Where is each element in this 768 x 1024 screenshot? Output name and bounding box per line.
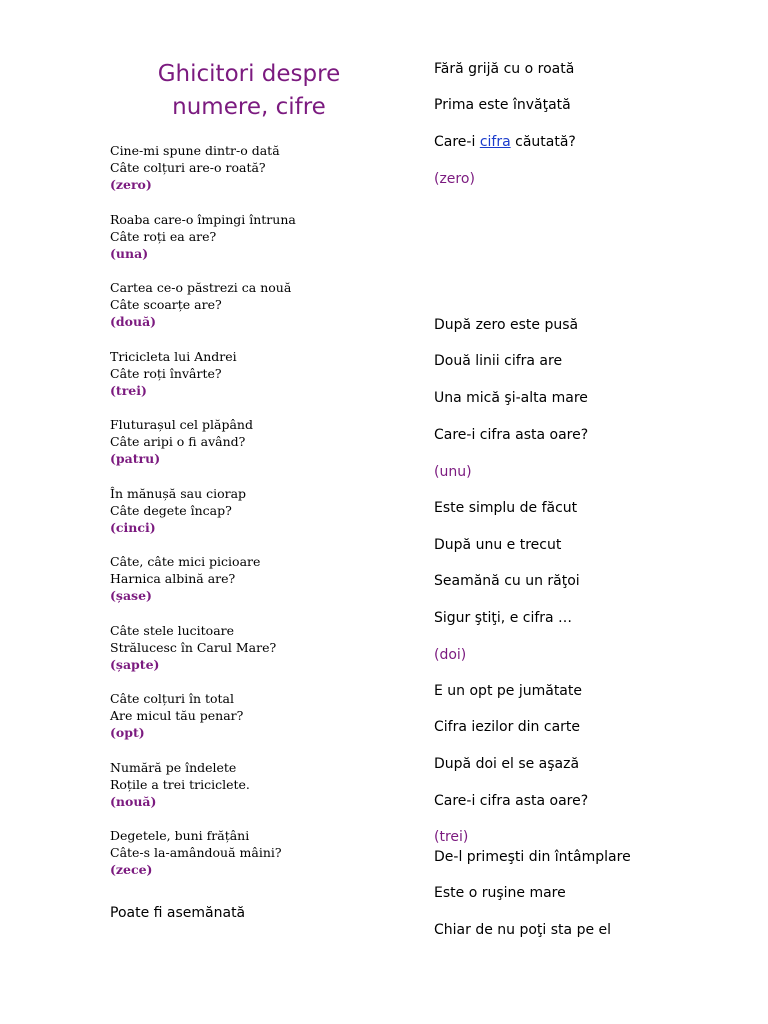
page-title <box>108 58 390 124</box>
poem-line: Seamănă cu un răţoi <box>434 573 580 589</box>
poem-line: E un opt pe jumătate <box>434 683 582 699</box>
riddle-answer: (șapte) <box>110 656 160 672</box>
riddle-block <box>110 553 410 604</box>
riddle-answer: (nouă) <box>110 793 157 809</box>
riddle-line: Câte-s la-amândouă mâini? <box>110 845 282 860</box>
title-line-2: numere, cifre <box>172 94 326 120</box>
poem-line: Prima este învăţată <box>434 97 571 113</box>
poem-line: Este o ruşine mare <box>434 885 566 901</box>
riddle-block <box>110 279 410 330</box>
riddle-line: Roțile a trei triciclete. <box>110 776 250 792</box>
poem-line: Chiar de nu poţi sta pe el <box>434 922 612 938</box>
riddle-line: Are micul tău penar? <box>110 708 244 723</box>
poem-line: Cifra iezilor din carte <box>434 719 581 735</box>
riddle-line: Câte aripi o fi având? <box>110 434 246 449</box>
riddle-block <box>110 348 410 399</box>
riddle-line: Câte, câte mici picioare <box>110 554 261 569</box>
riddle-block <box>110 211 410 262</box>
riddle-answer: (șase) <box>110 588 152 603</box>
riddle-answer: (trei) <box>110 382 147 398</box>
riddle-block <box>110 827 410 878</box>
riddle-line: Tricicleta lui Andrei <box>110 348 237 364</box>
riddle-answer: (una) <box>110 245 149 261</box>
riddle-answer: (zero) <box>110 177 152 192</box>
riddle-line: Câte colțuri în total <box>110 691 234 706</box>
poem-answer: (trei) <box>434 829 469 845</box>
riddle-block <box>110 622 410 673</box>
riddle-line: Fluturașul cel plăpând <box>110 417 253 432</box>
riddle-line: Câte scoarțe are? <box>110 297 222 312</box>
riddle-line: Roaba care-o împingi întruna <box>110 211 296 227</box>
poem-answer: (zero) <box>434 171 475 187</box>
riddle-answer: (două) <box>110 314 157 329</box>
cifra-link[interactable]: cifra <box>479 134 511 150</box>
riddle-block <box>110 416 410 467</box>
riddle-line: În mănușă sau ciorap <box>110 485 247 501</box>
riddle-line: Câte roți învârte? <box>110 365 222 381</box>
riddle-line: Numără pe îndelete <box>110 759 237 775</box>
poem-line: Fără grijă cu o roată <box>434 61 575 77</box>
riddle-line: Câte colțuri are-o roată? <box>110 160 266 175</box>
riddle-block <box>110 690 410 741</box>
poem-answer: (unu) <box>434 464 472 480</box>
riddle-line: Cartea ce-o păstrezi ca nouă <box>110 280 292 295</box>
riddle-block <box>110 485 410 536</box>
poem-line: Două linii cifra are <box>434 353 563 369</box>
left-column <box>110 142 410 896</box>
poem-answer: (doi) <box>434 647 467 663</box>
poem-line: După doi el se aşază <box>434 756 580 772</box>
riddle-line: Câte roți ea are? <box>110 228 217 244</box>
riddle-line: Harnica albină are? <box>110 571 236 586</box>
riddle-block <box>110 759 410 810</box>
poem-text: căutată? <box>510 134 576 150</box>
poem-line-with-link <box>434 133 576 151</box>
poem-line: După zero este pusă <box>434 317 579 333</box>
riddle-line: Câte stele lucitoare <box>110 622 235 638</box>
riddle-answer: (opt) <box>110 725 145 740</box>
riddle-line: Cine-mi spune dintr-o dată <box>110 143 280 158</box>
poem-line: Care-i cifra asta oare? <box>434 793 589 809</box>
poem-line: După unu e trecut <box>434 537 562 553</box>
riddle-answer: (cinci) <box>110 519 156 535</box>
riddle-block <box>110 142 410 193</box>
title-line-1: Ghicitori despre <box>157 61 341 87</box>
riddle-line: Câte degete încap? <box>110 502 232 518</box>
poem-line: Una mică şi-alta mare <box>434 390 588 406</box>
poem-line: Sigur ştiţi, e cifra … <box>434 610 573 626</box>
riddle-answer: (zece) <box>110 862 153 877</box>
riddle-line: Strălucesc în Carul Mare? <box>110 639 277 655</box>
riddle-line: Degetele, buni frățâni <box>110 828 250 843</box>
poem-text: Care-i <box>434 134 480 150</box>
left-closing-line: Poate fi asemănată <box>110 905 246 921</box>
riddle-answer: (patru) <box>110 451 161 466</box>
poem-line: Care-i cifra asta oare? <box>434 427 589 443</box>
poem-line: De-l primeşti din întâmplare <box>434 849 631 865</box>
poem-line: Este simplu de făcut <box>434 500 578 516</box>
